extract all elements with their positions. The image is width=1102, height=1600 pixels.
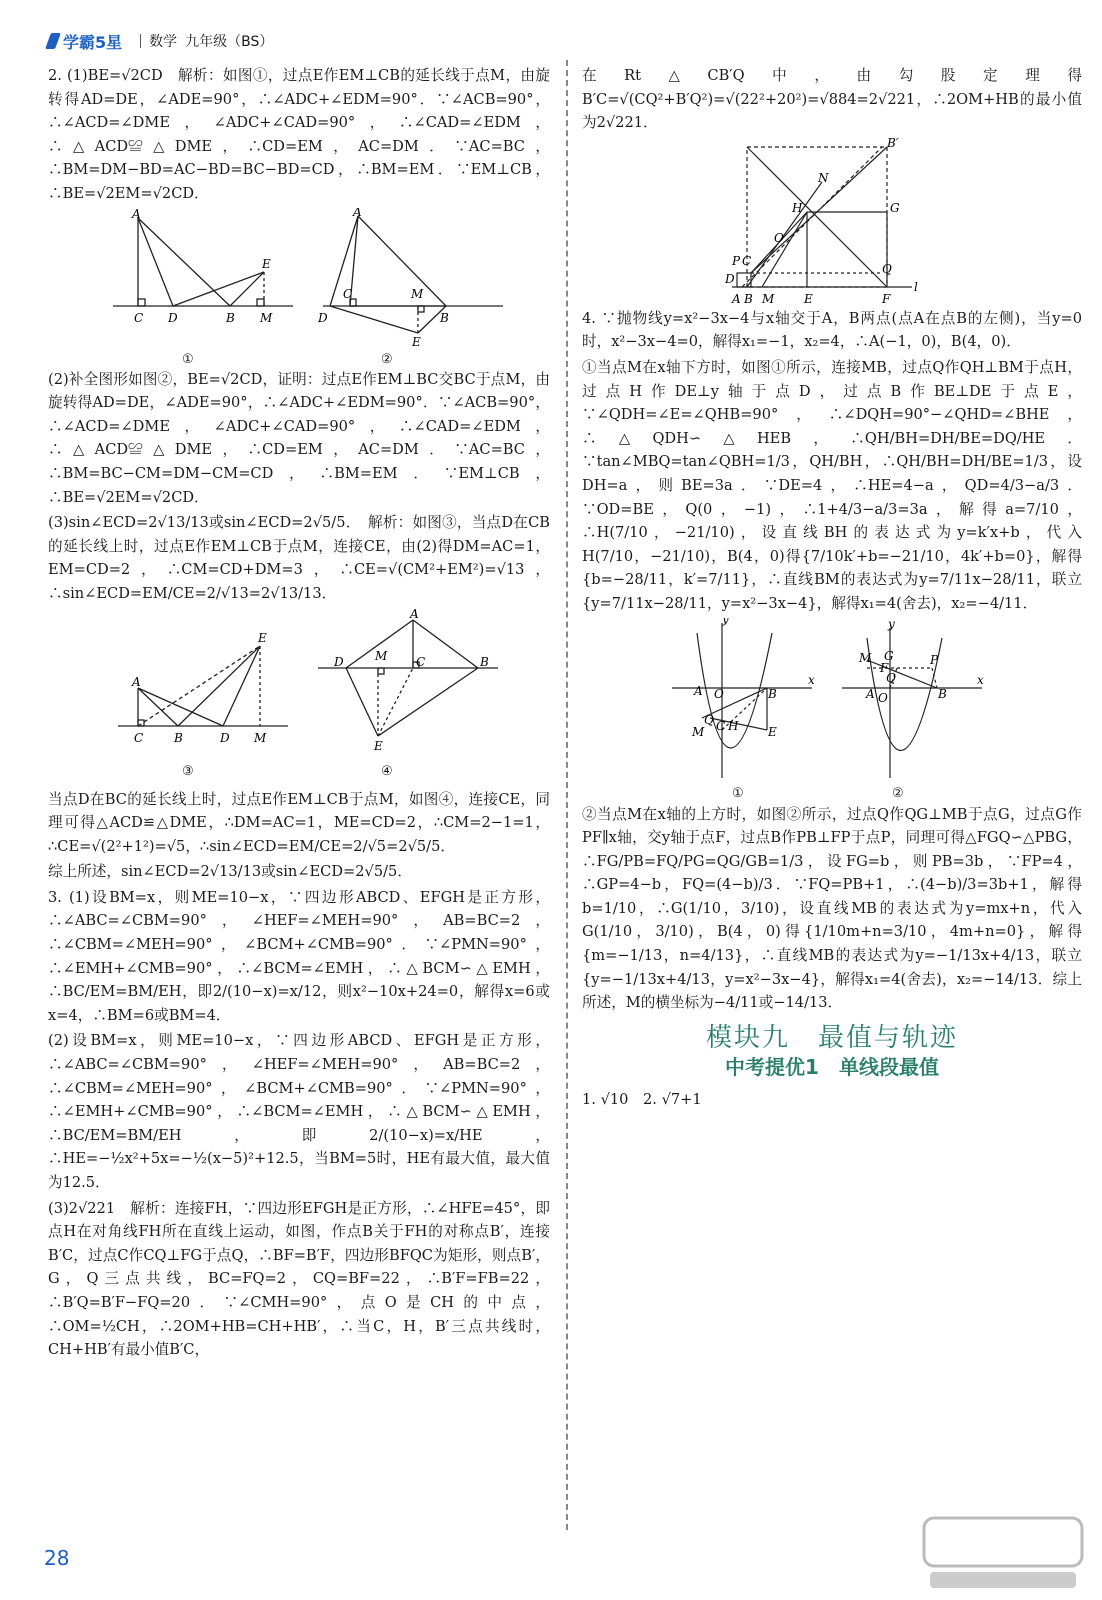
svg-text:B: B bbox=[226, 310, 235, 325]
svg-text:O: O bbox=[714, 686, 724, 701]
svg-text:B: B bbox=[938, 686, 947, 701]
svg-text:D: D bbox=[725, 271, 735, 286]
svg-text:N: N bbox=[818, 170, 829, 185]
section-answers: 1. √10 2. √7+1 bbox=[582, 1091, 702, 1109]
figure-q3-svg bbox=[582, 137, 1082, 307]
svg-text:D: D bbox=[318, 310, 328, 325]
q3-part3: (3)2√221 解析：连接FH，∵四边形EFGH是正方形，∴∠HFE=45°，即点H在对角线FH所在直线上运动，如图，作点B关于FH的对称点B′，连接B′C，过点C作CQ⊥FG于点Q，∴BF=B′F，四边形BFQC为矩形，则点B′，G，Q三点共线，BC=FQ=2，CQ=BF=22，∴B′F=FB=22，∴B′Q=B′F−FQ=20．∵∠CMH=90°，点O是CH的中点，∴OM=½CH，∴2OM+HB=CH+HB′，∴当C，H，B′三点共线时，CH+HB′有最小值B′C， bbox=[48, 1199, 550, 1359]
figure-q3 bbox=[582, 137, 1082, 307]
svg-text:E: E bbox=[412, 334, 421, 349]
figures-1-2 bbox=[48, 208, 550, 368]
figures-q4 bbox=[582, 618, 1082, 803]
svg-text:C: C bbox=[742, 253, 752, 268]
brand-logo bbox=[48, 30, 122, 53]
svg-text:B: B bbox=[744, 291, 753, 306]
svg-text:M: M bbox=[254, 730, 267, 745]
section-title: 中考提优1 单线段最值 bbox=[725, 1055, 939, 1080]
figure-caption-3: ③ bbox=[182, 763, 194, 779]
svg-text:M: M bbox=[375, 648, 388, 663]
q4-case2: ②当点M在x轴的上方时，如图②所示，过点Q作QG⊥MB于点G，过点G作PF∥x轴，交y轴于点F，过点B作PB⊥FP于点P，同理可得△FGQ∽△PBG，∴FG/PB=FQ/PG=QG/GB=1/3，设FG=b，则PB=3b，∵FP=4，∴GP=4−b，FQ=(4−b)/3．∵FQ=PB+1，∴(4−b)/3=3b+1，解得b=1/10，∴G(1/10，3/10)，设直线MB的表达式为y=mx+n，代入G(1/10，3/10)，B(4，0)得{1/10m+n=3/10，4m+n=0}，解得{m=−1/13，n=4/13}，∴直线MB的表达式为y=−1/13x+4/13，联立{y=−1/13x+4/13，y=x²−3x−4}，解得x₁=4(舍去)，x₂=−14/13．综上所述，M的横坐标为−4/11或−14/13． bbox=[582, 805, 1082, 1012]
svg-text:F: F bbox=[882, 291, 891, 306]
svg-text:C: C bbox=[343, 286, 353, 301]
svg-text:A: A bbox=[694, 683, 703, 698]
q2-part3-case2: 当点D在BC的延长线上时，过点E作EM⊥CB于点M，如图④，连接CE，同理可得△ACD≌△DME，∴DM=AC=1，ME=CD=2，∴CM=2−1=1，∴CE=√(2²+1²)=√5，∴sin∠ECD=EM/CE=2/√5=2√5/5． bbox=[48, 790, 550, 855]
svg-text:M: M bbox=[692, 724, 705, 739]
svg-text:Q: Q bbox=[882, 261, 892, 276]
figures-3-4 bbox=[48, 608, 550, 788]
svg-text:A: A bbox=[866, 686, 875, 701]
svg-text:O: O bbox=[878, 690, 888, 705]
svg-text:B: B bbox=[768, 686, 777, 701]
svg-text:M: M bbox=[411, 286, 424, 301]
svg-text:B: B bbox=[440, 310, 449, 325]
svg-text:H: H bbox=[728, 718, 739, 733]
header-separator bbox=[140, 34, 141, 48]
svg-text:H: H bbox=[792, 200, 803, 215]
q2-conclusion: 综上所述，sin∠ECD=2√13/13或sin∠ECD=2√5/5． bbox=[48, 863, 412, 881]
left-column bbox=[48, 64, 550, 1364]
q2-part1: 2. (1)BE=√2CD 解析：如图①，过点E作EM⊥CB的延长线于点M，由旋转得AD=DE，∠ADE=90°，∴∠ADC+∠EDM=90°．∵∠ACB=90°，∴∠ACD=∠DME，∠ADC+∠CAD=90°，∴∠CAD=∠EDM，∴△ACD≌△DME，∴CD=EM，AC=DM．∵AC=BC，∴BM=DM−BD=AC−BD=BC−BD=CD，∴BM=EM．∵EM⊥CB，∴BE=√2EM=√2CD． bbox=[48, 67, 550, 202]
svg-text:O: O bbox=[774, 230, 784, 245]
svg-text:P: P bbox=[930, 652, 939, 667]
svg-text:G: G bbox=[890, 200, 900, 215]
svg-text:D: D bbox=[168, 310, 178, 325]
svg-text:M: M bbox=[260, 310, 273, 325]
figure-caption-q4-2: ② bbox=[892, 785, 904, 801]
q4-intro: 4. ∵抛物线y=x²−3x−4与x轴交于A，B两点(点A在点B的左侧)，当y=0时，x²−3x−4=0，解得x₁=−1，x₂=4，∴A(−1，0)，B(4，0)． bbox=[582, 309, 1082, 351]
svg-text:A: A bbox=[353, 207, 362, 219]
svg-text:A: A bbox=[132, 207, 141, 221]
right-column bbox=[582, 64, 1082, 1114]
svg-text:F: F bbox=[880, 660, 889, 675]
svg-text:B: B bbox=[174, 730, 183, 745]
q4-case1: ①当点M在x轴下方时，如图①所示，连接MB，过点Q作QH⊥BM于点H，过点H作DE⊥y轴于点D，过点B作BE⊥DE于点E，∵∠QDH=∠E=∠QHB=90°，∴∠DQH=90°−∠QHD=∠BHE，∴△QDH∽△HEB，∴QH/BH=DH/BE=DQ/HE．∵tan∠MBQ=tan∠QBH=1/3，QH/BH，∴QH/BH=DH/BE=1/3，设DH=a，则BE=3a．∵DE=4，∴HE=4−a，QD=4/3−a/3．∵OD=BE，Q(0，−1)，∴1+4/3−a/3=3a，解得a=7/10，∴H(7/10，−21/10)，设直线BH的表达式为y=k′x+b，代入H(7/10，−21/10)，B(4，0)得{7/10k′+b=−21/10，4k′+b=0}，解得{b=−28/11，k′=7/11}，∴直线BM的表达式为y=7/11x−28/11，联立{y=7/11x−28/11，y=x²−3x−4}，解得x₁=4(舍去)，x₂=−4/11． bbox=[582, 358, 1082, 612]
figure-3-4-svg bbox=[48, 608, 550, 788]
watermark-logo bbox=[918, 1514, 1088, 1594]
svg-text:D: D bbox=[334, 654, 344, 669]
svg-text:M: M bbox=[762, 291, 775, 306]
svg-text:P: P bbox=[732, 253, 741, 268]
header-subject: 数学 bbox=[149, 34, 178, 50]
svg-text:y: y bbox=[722, 617, 729, 626]
page-number: 28 bbox=[44, 1546, 70, 1570]
figure-q4-svg bbox=[582, 618, 1082, 803]
svg-text:E: E bbox=[768, 724, 777, 739]
q3-part1: 3. (1)设BM=x，则ME=10−x，∵四边形ABCD、EFGH是正方形，∴∠ABC=∠CBM=90°，∠HEF=∠MEH=90°，AB=BC=2，∴∠CBM=∠MEH=90°，∠BCM+∠CMB=90°．∵∠PMN=90°，∴∠EMH+∠CMB=90°，∴∠BCM=∠EMH，∴△BCM∽△EMH，∴BC/EM=BM/EH，即2/(10−x)=x/12，则x²−10x+24=0，解得x=6或x=4，∴BM=6或BM=4． bbox=[48, 888, 550, 1024]
brand-mark-icon bbox=[45, 33, 61, 49]
svg-text:E: E bbox=[258, 630, 267, 645]
svg-text:D: D bbox=[220, 730, 230, 745]
svg-text:A: A bbox=[132, 674, 141, 689]
svg-text:x: x bbox=[977, 672, 984, 687]
q2-part3: (3)sin∠ECD=2√13/13或sin∠ECD=2√5/5． 解析：如图③，当点D在CB的延长线上时，过点E作EM⊥CB于点M，连接CE，由(2)得DM=AC=1，EM=CD=2，∴CM=CD+DM=3，∴CE=√(CM²+EM²)=√13，∴sin∠ECD=EM/CE=2/√13=2√13/13． bbox=[48, 514, 550, 602]
svg-text:C: C bbox=[134, 310, 144, 325]
svg-text:E: E bbox=[374, 738, 383, 753]
module-title: 模块九 最值与轨迹 bbox=[705, 1022, 958, 1053]
svg-text:G: G bbox=[884, 648, 894, 663]
svg-text:B: B bbox=[480, 654, 489, 669]
svg-text:E: E bbox=[804, 291, 813, 306]
q3-part3-cont: 在Rt△CB′Q中，由勾股定理得B′C=√(CQ²+B′Q²)=√(22²+20²)=√884=2√221，∴2OM+HB的最小值为2√221． bbox=[582, 67, 1082, 132]
figure-caption-4: ④ bbox=[381, 763, 393, 779]
svg-text:C: C bbox=[134, 730, 144, 745]
q3-part2: (2)设BM=x，则ME=10−x，∵四边形ABCD、EFGH是正方形，∴∠ABC=∠CBM=90°，∠HEF=∠MEH=90°，AB=BC=2，∴∠CBM=∠MEH=90°，∠BCM+∠CMB=90°．∵∠PMN=90°，∴∠EMH+∠CMB=90°，∴∠BCM=∠EMH，∴△BCM∽△EMH，∴BC/EM=BM/EH，即2/(10−x)=x/HE，∴HE=−½x²+5x=−½(x−5)²+12.5，当BM=5时，HE有最大值，最大值为12.5． bbox=[48, 1032, 550, 1191]
brand-name: 学霸5星 bbox=[63, 32, 123, 52]
column-divider bbox=[566, 60, 568, 1530]
svg-text:A: A bbox=[410, 607, 419, 621]
svg-text:y: y bbox=[888, 617, 895, 631]
svg-text:l: l bbox=[914, 279, 918, 294]
header-grade: 九年级（BS） bbox=[185, 34, 274, 50]
figure-1-2-svg bbox=[48, 208, 550, 368]
page-header bbox=[48, 28, 273, 54]
figure-caption-1: ① bbox=[182, 351, 194, 367]
svg-text:C: C bbox=[716, 718, 726, 733]
svg-text:E: E bbox=[262, 256, 271, 271]
svg-text:A: A bbox=[732, 291, 741, 306]
svg-text:Q: Q bbox=[704, 712, 714, 727]
svg-text:x: x bbox=[808, 672, 815, 687]
figure-caption-2: ② bbox=[381, 351, 393, 367]
q2-part2: (2)补全图形如图②，BE=√2CD，证明：过点E作EM⊥BC交BC于点M，由旋转得AD=DE，∠ADE=90°，∴∠ADC+∠EDM=90°．∵∠ACB=90°，∴∠ACD=∠DME，∠ADC+∠CAD=90°，∴∠CAD=∠EDM，∴△ACD≌△DME，∴CD=EM，AC=DM．∵AC=BC，∴BM=BC−CM=DM−CM=CD，∴BM=EM．∵EM⊥CB，∴BE=√2EM=√2CD． bbox=[48, 370, 550, 506]
svg-text:Q: Q bbox=[886, 670, 896, 685]
svg-text:C: C bbox=[416, 654, 426, 669]
figure-caption-q4-1: ① bbox=[732, 785, 744, 801]
svg-text:M: M bbox=[859, 650, 872, 665]
svg-text:B′: B′ bbox=[887, 136, 899, 150]
